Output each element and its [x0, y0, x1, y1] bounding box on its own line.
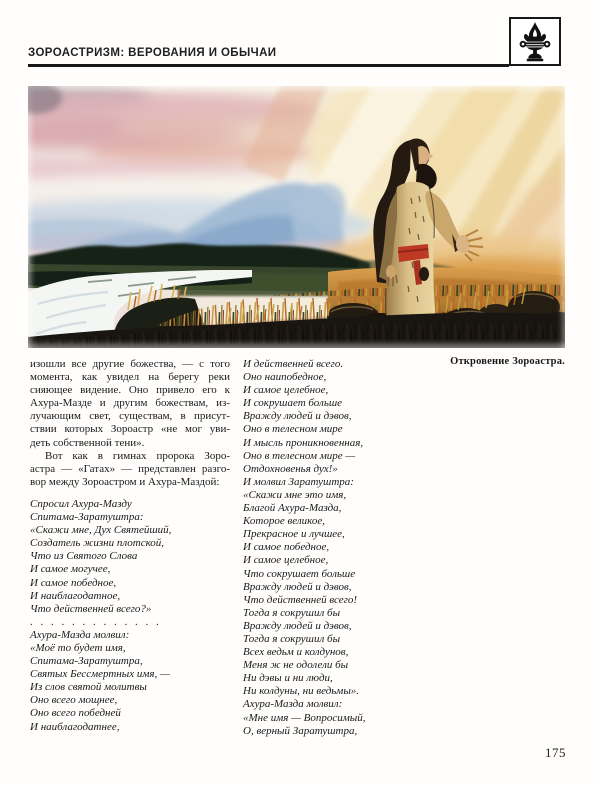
verse-line: Что из Святого Слова — [30, 550, 138, 563]
verse-line: Спитама-Заратуштра: — [30, 511, 144, 524]
verse-line: И мысль проникновенная, — [243, 436, 364, 449]
verse-line: Тогда я сокрушил бы — [243, 606, 341, 619]
verse-line: Спитама-Заратуштра, — [30, 655, 143, 668]
text-line: сияющее видение. Оно привело его к — [30, 384, 230, 397]
right-column — [243, 358, 443, 738]
verse-line: И самое могучее, — [30, 563, 111, 576]
verse-line: Спросил Ахура-Мазду — [30, 497, 132, 510]
verse-line: И самое целебное, — [243, 384, 329, 397]
verse-stanza — [243, 358, 443, 738]
verse-line: И наиблагодатнее, — [30, 720, 120, 733]
verse-line: Прекрасное и лучшее, — [243, 528, 345, 541]
verse-line: Что действенней всего?» — [30, 602, 152, 615]
text-line: момента, как увидел на берегу реки — [30, 371, 230, 384]
prose-paragraph — [30, 450, 230, 489]
verse-line: Создатель жизни плотской, — [30, 537, 165, 550]
verse-line: Что действенней всего! — [243, 593, 358, 606]
verse-line: И самое целебное, — [243, 554, 329, 567]
verse-line: Вражду людей и дэвов, — [243, 410, 352, 423]
verse-line: Вражду людей и дэвов, — [243, 580, 352, 593]
left-column — [30, 358, 230, 734]
verse-line: Меня ж не одолели бы — [243, 659, 349, 672]
running-head: ЗОРОАСТРИЗМ: ВЕРОВАНИЯ И ОБЫЧАИ — [28, 47, 277, 59]
verse-line: И самое победное, — [30, 576, 117, 589]
verse-line: Оно всего победней — [30, 707, 121, 720]
verse-line: Всех ведьм и колдунов, — [243, 646, 349, 659]
verse-stanza — [30, 498, 230, 616]
verse-line: И сокрушает больше — [243, 397, 343, 410]
verse-line: И самое победное, — [243, 541, 330, 554]
prose-paragraph — [30, 358, 230, 450]
verse-line: Ахура-Мазда молвил: — [243, 698, 343, 711]
text-line: вор между Зороастром и Ахура-Маздой: — [30, 475, 220, 488]
verse-line: И молвил Заратуштра: — [243, 475, 354, 488]
page-number: 175 — [545, 745, 566, 760]
verse-line: «Мне имя — Вопросимый, — [243, 711, 366, 724]
verse-line: Святых Бессмертных имя, — — [30, 668, 170, 681]
chapter-emblem — [509, 17, 561, 66]
verse-line: Оно в телесном мире — [243, 423, 343, 436]
text-line: ствии которых Зороастр «не мог уви- — [30, 423, 230, 436]
verse-line: Тогда я сокрушил бы — [243, 632, 341, 645]
verse-line: И наиблагодатное, — [30, 589, 121, 602]
verse-line: Что сокрушает больше — [243, 567, 356, 580]
text-line: лучающим свет, существам, в присут- — [30, 410, 230, 423]
verse-line: «Скажи мне, Дух Святейший, — [30, 524, 172, 537]
fire-altar-icon — [515, 21, 555, 63]
verse-line: Которое великое, — [243, 515, 326, 528]
verse-line: Ахура-Мазда молвил: — [30, 628, 130, 641]
verse-line: Ни дэвы и ни люди, — [243, 672, 333, 685]
text-line: изошли все другие божества, — с того — [30, 358, 230, 370]
verse-line: О, верный Заратуштра, — [243, 724, 358, 737]
illustration-caption: Откровение Зороастра. — [450, 356, 565, 367]
verse-line: «Моё то будет имя, — [30, 641, 126, 654]
verse-line: Отдохновенья дух!» — [243, 462, 338, 475]
verse-line: И действенней всего. — [243, 358, 344, 370]
text-line: деть собственной тени». — [30, 436, 145, 449]
text-line: Вот как в гимнах пророка Зоро- — [45, 449, 230, 462]
verse-line: Ни колдуны, ни ведьмы». — [243, 685, 360, 698]
verse-stanza — [30, 629, 230, 734]
illustration — [28, 86, 565, 348]
verse-line: «Скажи мне это имя, — [243, 488, 347, 501]
verse-line: Вражду людей и дэвов, — [243, 619, 352, 632]
verse-line: Оно в телесном мире — — [243, 449, 356, 462]
verse-line: Оно наипобедное, — [243, 371, 327, 384]
verse-line: Из слов святой молитвы — [30, 681, 147, 694]
ellipsis-line: . . . . . . . . . . . . . — [30, 615, 162, 628]
header-rule — [28, 64, 509, 67]
text-line: астра — «Гатах» — представлен разго- — [30, 462, 230, 475]
verse-line: Благой Ахура-Мазда, — [243, 502, 342, 515]
verse-line: Оно всего мощнее, — [30, 694, 118, 707]
watercolor-painting — [28, 86, 565, 348]
text-line: Ахура-Мазде и другим божествам, из- — [30, 397, 230, 410]
